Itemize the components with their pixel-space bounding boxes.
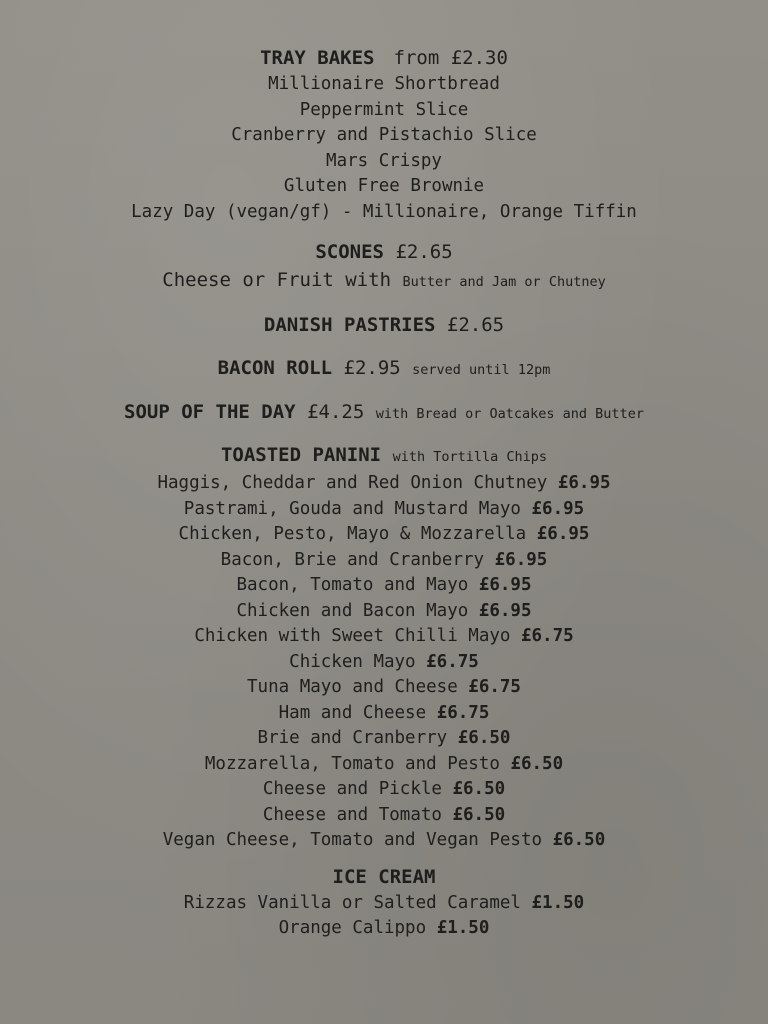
tray-bake-item: Lazy Day (vegan/gf) - Millionaire, Orange Tiffin [131,201,637,222]
soup-heading [0,399,768,428]
panini-item-price: £6.95 [536,524,590,544]
panini-item [0,471,768,497]
danish-price: £2.65 [446,314,505,336]
panini-heading [0,442,768,471]
panini-item [0,777,768,803]
bacon-roll-note: served until 12pm [412,362,551,378]
panini-item-price: £6.95 [494,549,548,570]
panini-item [0,803,768,829]
scones-title: SCONES [315,241,384,263]
ice-cream-section [0,864,768,942]
panini-item-name: Bacon, Brie and Cranberry [220,549,485,570]
panini-item-price: £6.50 [457,728,511,748]
panini-item [0,573,768,599]
ice-cream-item [0,891,768,917]
panini-item-price: £6.75 [520,626,574,646]
panini-note: with Tortilla Chips [392,449,548,465]
panini-item-name: Haggis, Cheddar and Red Onion Chutney [157,473,548,493]
panini-item-name: Chicken and Bacon Mayo [236,600,469,621]
danish-section [0,312,768,339]
panini-item [0,675,768,701]
panini-item-name: Pastrami, Gouda and Mustard Mayo [183,498,521,519]
ice-cream-title: ICE CREAM [332,865,436,888]
panini-item-name: Mozzarella, Tomato and Pesto [204,753,500,774]
tray-bakes-price: from £2.30 [393,47,508,69]
tray-bake-item: Mars Crispy [326,150,442,171]
scones-description [0,266,768,296]
panini-title: TOASTED PANINI [220,444,382,466]
panini-item-price: £6.95 [557,473,611,493]
panini-item-name: Cheese and Tomato [262,804,442,825]
ice-cream-item-price: £1.50 [436,918,490,938]
panini-item-name: Chicken, Pesto, Mayo & Mozzarella [178,524,527,544]
panini-item-price: £6.50 [452,779,506,799]
soup-title: SOUP OF THE DAY [124,401,296,423]
panini-item-name: Brie and Cranberry [257,728,448,748]
scones-section [0,239,768,296]
menu-board [0,45,768,942]
ice-cream-item-name: Orange Calippo [278,918,427,938]
panini-item-name: Chicken with Sweet Chilli Mayo [194,626,511,646]
soup-section [0,399,768,428]
panini-item [0,599,768,625]
panini-item-name: Cheese and Pickle [262,779,442,799]
tray-bakes-title: TRAY BAKES [260,47,375,69]
panini-item-price: £6.75 [436,702,490,723]
panini-item [0,752,768,778]
panini-item-name: Chicken Mayo [289,651,416,672]
panini-item-price: £6.75 [426,651,479,672]
panini-item-price: £6.50 [452,804,506,825]
panini-item-name: Ham and Cheese [278,702,427,723]
panini-item [0,624,768,650]
bacon-roll-price: £2.95 [343,357,401,379]
soup-price: £4.25 [307,401,365,423]
scones-price: £2.65 [395,241,453,263]
panini-item-price: £6.95 [531,498,585,519]
panini-item [0,726,768,752]
panini-item-price: £6.95 [478,575,532,595]
panini-item-price: £6.75 [468,677,521,697]
panini-item-price: £6.50 [552,830,606,850]
ice-cream-item [0,916,768,942]
soup-note: with Bread or Oatcakes and Butter [375,406,644,422]
panini-section [0,442,768,854]
tray-bakes-section [0,45,768,225]
bacon-roll-title: BACON ROLL [217,357,333,379]
panini-item-price: £6.95 [478,600,532,621]
bacon-roll-section [0,355,768,384]
panini-item-name: Bacon, Tomato and Mayo [236,575,469,595]
panini-item-name: Vegan Cheese, Tomato and Vegan Pesto [162,830,543,850]
scones-desc-main: Cheese or Fruit with [162,269,392,291]
danish-title: DANISH PASTRIES [263,314,436,336]
tray-bakes-heading [0,45,768,72]
scones-heading [0,239,768,266]
tray-bake-item: Gluten Free Brownie [283,176,485,196]
ice-cream-item-name: Rizzas Vanilla or Salted Caramel [183,892,521,913]
panini-item-price: £6.50 [510,753,564,774]
panini-item [0,548,768,574]
panini-item [0,701,768,727]
tray-bake-item: Cranberry and Pistachio Slice [231,125,537,145]
panini-item-name: Tuna Mayo and Cheese [247,677,458,697]
tray-bake-item: Millionaire Shortbread [268,74,500,94]
panini-item [0,828,768,854]
panini-item [0,522,768,548]
panini-item [0,497,768,523]
panini-item [0,650,768,676]
bacon-roll-heading [0,355,768,384]
tray-bake-item: Peppermint Slice [299,99,469,120]
ice-cream-item-price: £1.50 [531,892,585,913]
ice-cream-heading [0,864,768,891]
danish-heading [0,312,768,339]
scones-desc-small: Butter and Jam or Chutney [402,274,606,290]
